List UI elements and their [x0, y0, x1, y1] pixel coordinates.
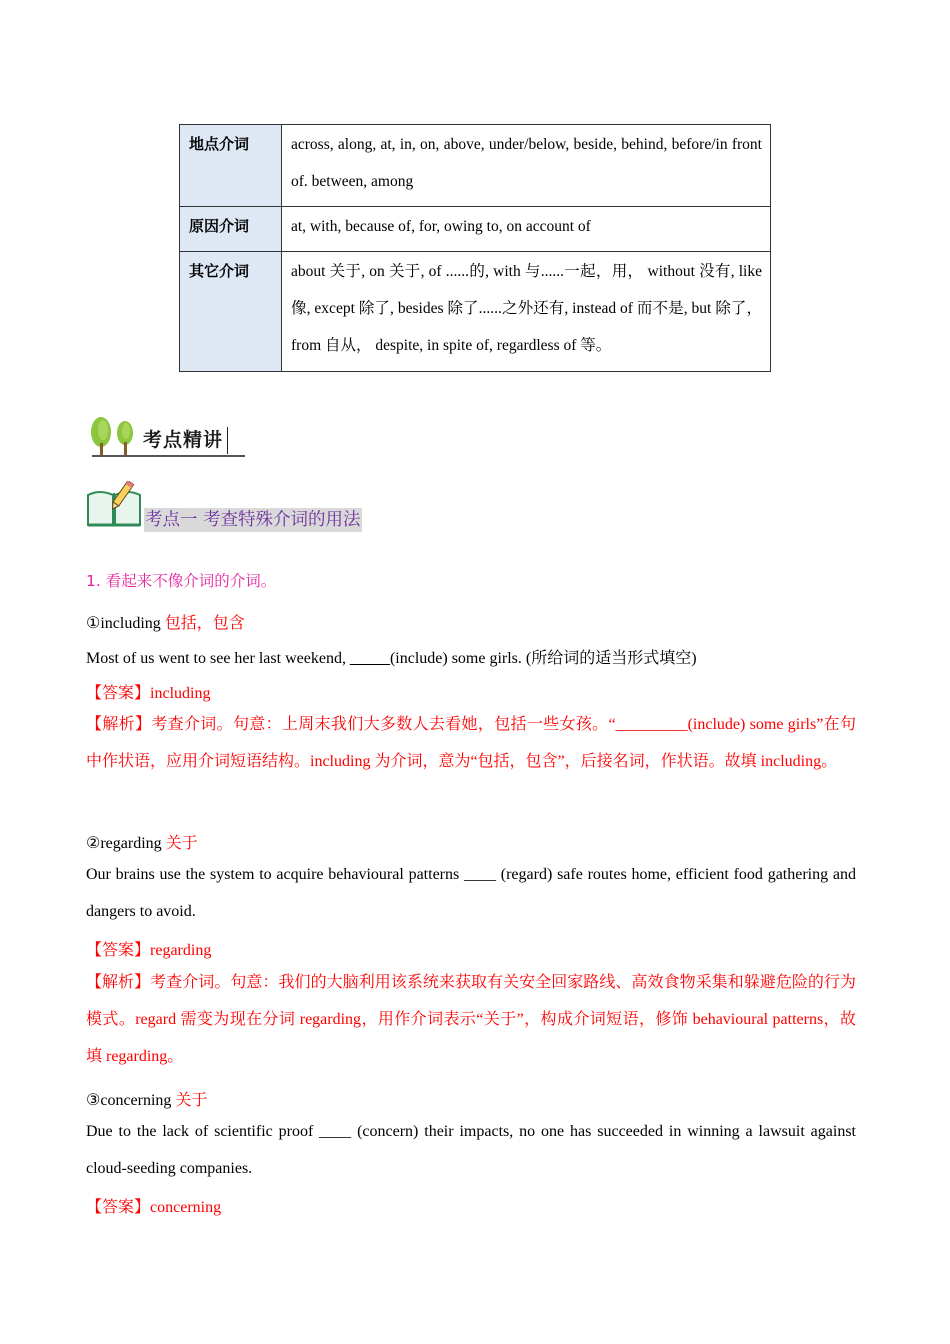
- item-3-sentence: Due to the lack of scientific proof ____ (concern) their impacts, no one has succeeded in winning a lawsuit against cloud-seeding companies.: [86, 1123, 856, 1177]
- item-1-title: [86, 610, 245, 633]
- item-meaning: 包括，包含: [164, 615, 245, 632]
- table-row: [180, 125, 771, 207]
- book-pencil-icon: [86, 481, 142, 529]
- table-row-body: about 关于, on 关于, of ......的, with 与......一起，用， without 没有, like 像, except 除了, besides 除了......之外还有, instead of 而不是, but 除了， from 自从， despite, in spite of, regardless of 等。: [282, 252, 771, 372]
- preposition-table: [179, 124, 771, 372]
- subsection-title: 考点一 考查特殊介词的用法: [145, 510, 361, 530]
- item-meaning: 关于: [165, 835, 198, 852]
- table-row-body: across, along, at, in, on, above, under/below, beside, behind, before/in front of. between, among: [282, 125, 771, 207]
- item-2-title: [86, 830, 198, 853]
- item-3-answer: 【答案】concerning: [86, 1199, 222, 1216]
- item-3-title: [86, 1087, 207, 1110]
- table-row-head: 地点介词: [180, 125, 282, 207]
- table-row: [180, 252, 771, 372]
- table-row-body: at, with, because of, for, owing to, on account of: [282, 207, 771, 252]
- table-row: [180, 207, 771, 252]
- item-word: ③concerning: [86, 1092, 172, 1109]
- item-1-answer: 【答案】including: [86, 685, 211, 702]
- item-2-answer: 【答案】regarding: [86, 942, 212, 959]
- blank: _____: [349, 650, 390, 667]
- item-meaning: 关于: [175, 1092, 208, 1109]
- text-cursor: [227, 427, 228, 454]
- item-1-analysis: 【解析】考查介词。句意：上周末我们大多数人去看她，包括一些女孩。“_________(include) some girls”在句中作状语，应用介词短语结构。including 为介词，意为“包括，包含”，后接名词，作状语。故填 including。: [86, 716, 856, 770]
- item-1-sentence: Most of us went to see her last weekend, _____(include) some girls. (所给词的适当形式填空): [86, 650, 697, 667]
- item-2-sentence: Our brains use the system to acquire behavioural patterns ____ (regard) safe routes home, efficient food gathering and dangers to avoid.: [86, 866, 856, 920]
- table-row-head: 其它介词: [180, 252, 282, 372]
- item-word: ①including: [86, 615, 161, 632]
- item-word: ②regarding: [86, 835, 162, 852]
- heading-1: 1. 看起来不像介词的介词。: [86, 572, 277, 590]
- table-row-head: 原因介词: [180, 207, 282, 252]
- section-underline: [92, 455, 245, 457]
- item-2-analysis: 【解析】考查介词。句意：我们的大脑利用该系统来获取有关安全回家路线、高效食物采集和躲避危险的行为模式。regard 需变为现在分词 regarding，用作介词表示“关于”，构成介词短语，修饰 behavioural patterns，故填 regarding。: [86, 974, 856, 1065]
- section-title: 考点精讲: [143, 429, 224, 451]
